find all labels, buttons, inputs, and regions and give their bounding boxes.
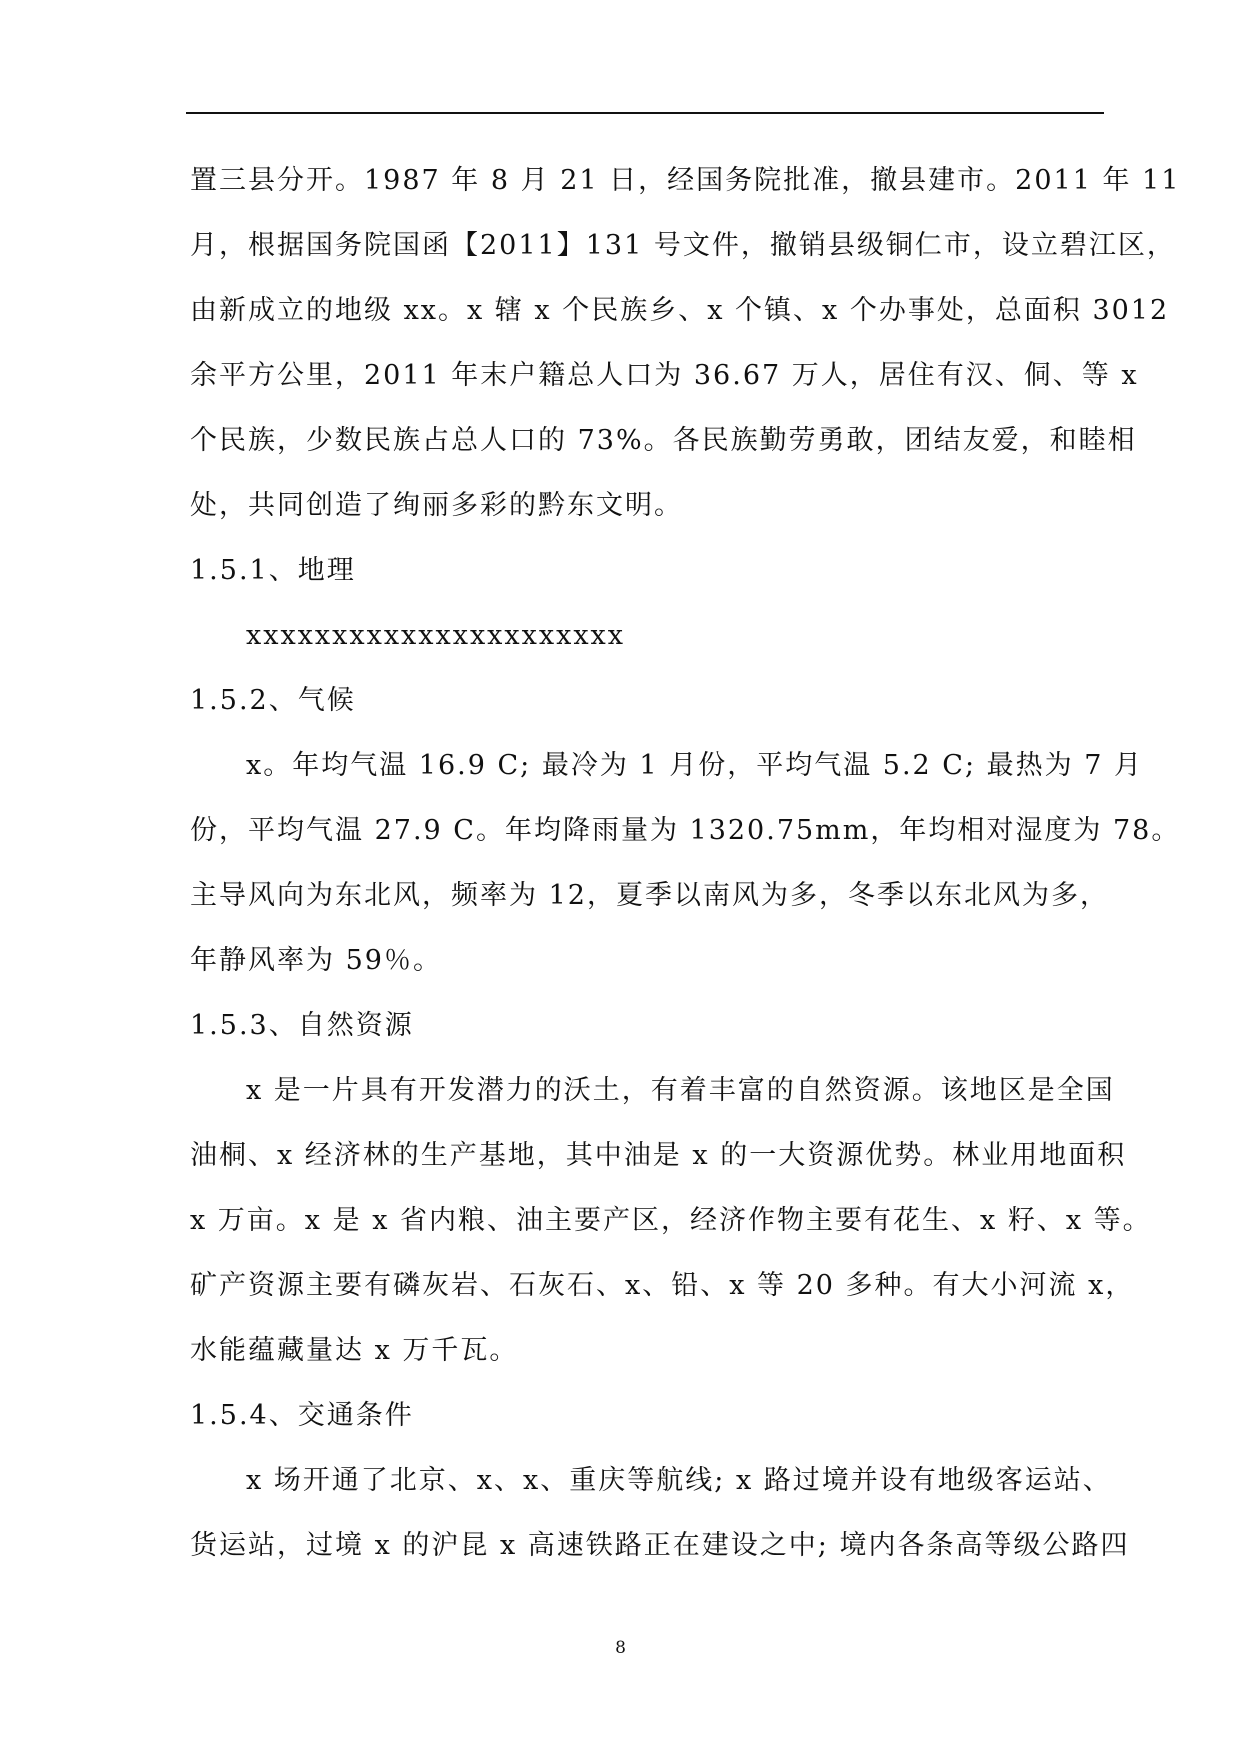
text-line: 矿产资源主要有磷灰岩、石灰石、x、铅、x 等 20 多种。有大小河流 x， <box>190 1270 1135 1301</box>
header-rule <box>186 112 1104 114</box>
document-body <box>190 148 1181 1578</box>
section-heading: 1.5.3、自然资源 <box>190 1010 414 1041</box>
section-geography <box>190 538 1104 668</box>
text-line: x 是一片具有开发潜力的沃土，有着丰富的自然资源。该地区是全国 <box>246 1075 1115 1106</box>
text-line: 由新成立的地级 xx。x 辖 x 个民族乡、x 个镇、x 个办事处，总面积 3012 <box>190 295 1170 326</box>
text-line: 处，共同创造了绚丽多彩的黔东文明。 <box>190 490 683 521</box>
text-line: 年静风率为 59％。 <box>190 945 442 976</box>
text-line: 置三县分开。1987 年 8 月 21 日，经国务院批准，撤县建市。2011 年 11 <box>190 165 1181 196</box>
section-heading: 1.5.2、气候 <box>190 685 356 716</box>
text-line: 余平方公里，2011 年末户籍总人口为 36.67 万人，居住有汉、侗、等 x <box>190 360 1139 391</box>
text-line: x 场开通了北京、x、x、重庆等航线; x 路过境并设有地级客运站、 <box>246 1465 1112 1496</box>
section-transportation <box>190 1383 1130 1578</box>
intro-paragraph <box>190 148 1181 538</box>
text-line: 月，根据国务院国函【2011】131 号文件，撤销县级铜仁市，设立碧江区， <box>190 230 1176 261</box>
text-line: 主导风向为东北风，频率为 12，夏季以南风为多，冬季以东北风为多， <box>190 880 1109 911</box>
text-line: 个民族，少数民族占总人口的 73%。各民族勤劳勇敢，团结友爱，和睦相 <box>190 425 1137 456</box>
section-heading: 1.5.4、交通条件 <box>190 1400 414 1431</box>
text-line: 油桐、x 经济林的生产基地，其中油是 x 的一大资源优势。林业用地面积 <box>190 1140 1127 1171</box>
page-number: 8 <box>615 1638 626 1658</box>
section-climate <box>190 668 1181 993</box>
text-line: x。年均气温 16.9 C; 最冷为 1 月份，平均气温 5.2 C; 最热为 7 月 <box>246 750 1143 781</box>
text-line: 货运站，过境 x 的沪昆 x 高速铁路正在建设之中; 境内各条高等级公路四 <box>190 1530 1130 1561</box>
section-heading: 1.5.1、地理 <box>190 555 356 586</box>
section-natural-resources <box>190 993 1152 1383</box>
text-line: x 万亩。x 是 x 省内粮、油主要产区，经济作物主要有花生、x 籽、x 等。 <box>190 1205 1152 1236</box>
text-line: 水能蕴藏量达 x 万千瓦。 <box>190 1335 519 1366</box>
text-line: xxxxxxxxxxxxxxxxxxxxxx <box>246 620 625 651</box>
text-line: 份，平均气温 27.9 C。年均降雨量为 1320.75mm，年均相对湿度为 78。 <box>190 815 1181 846</box>
